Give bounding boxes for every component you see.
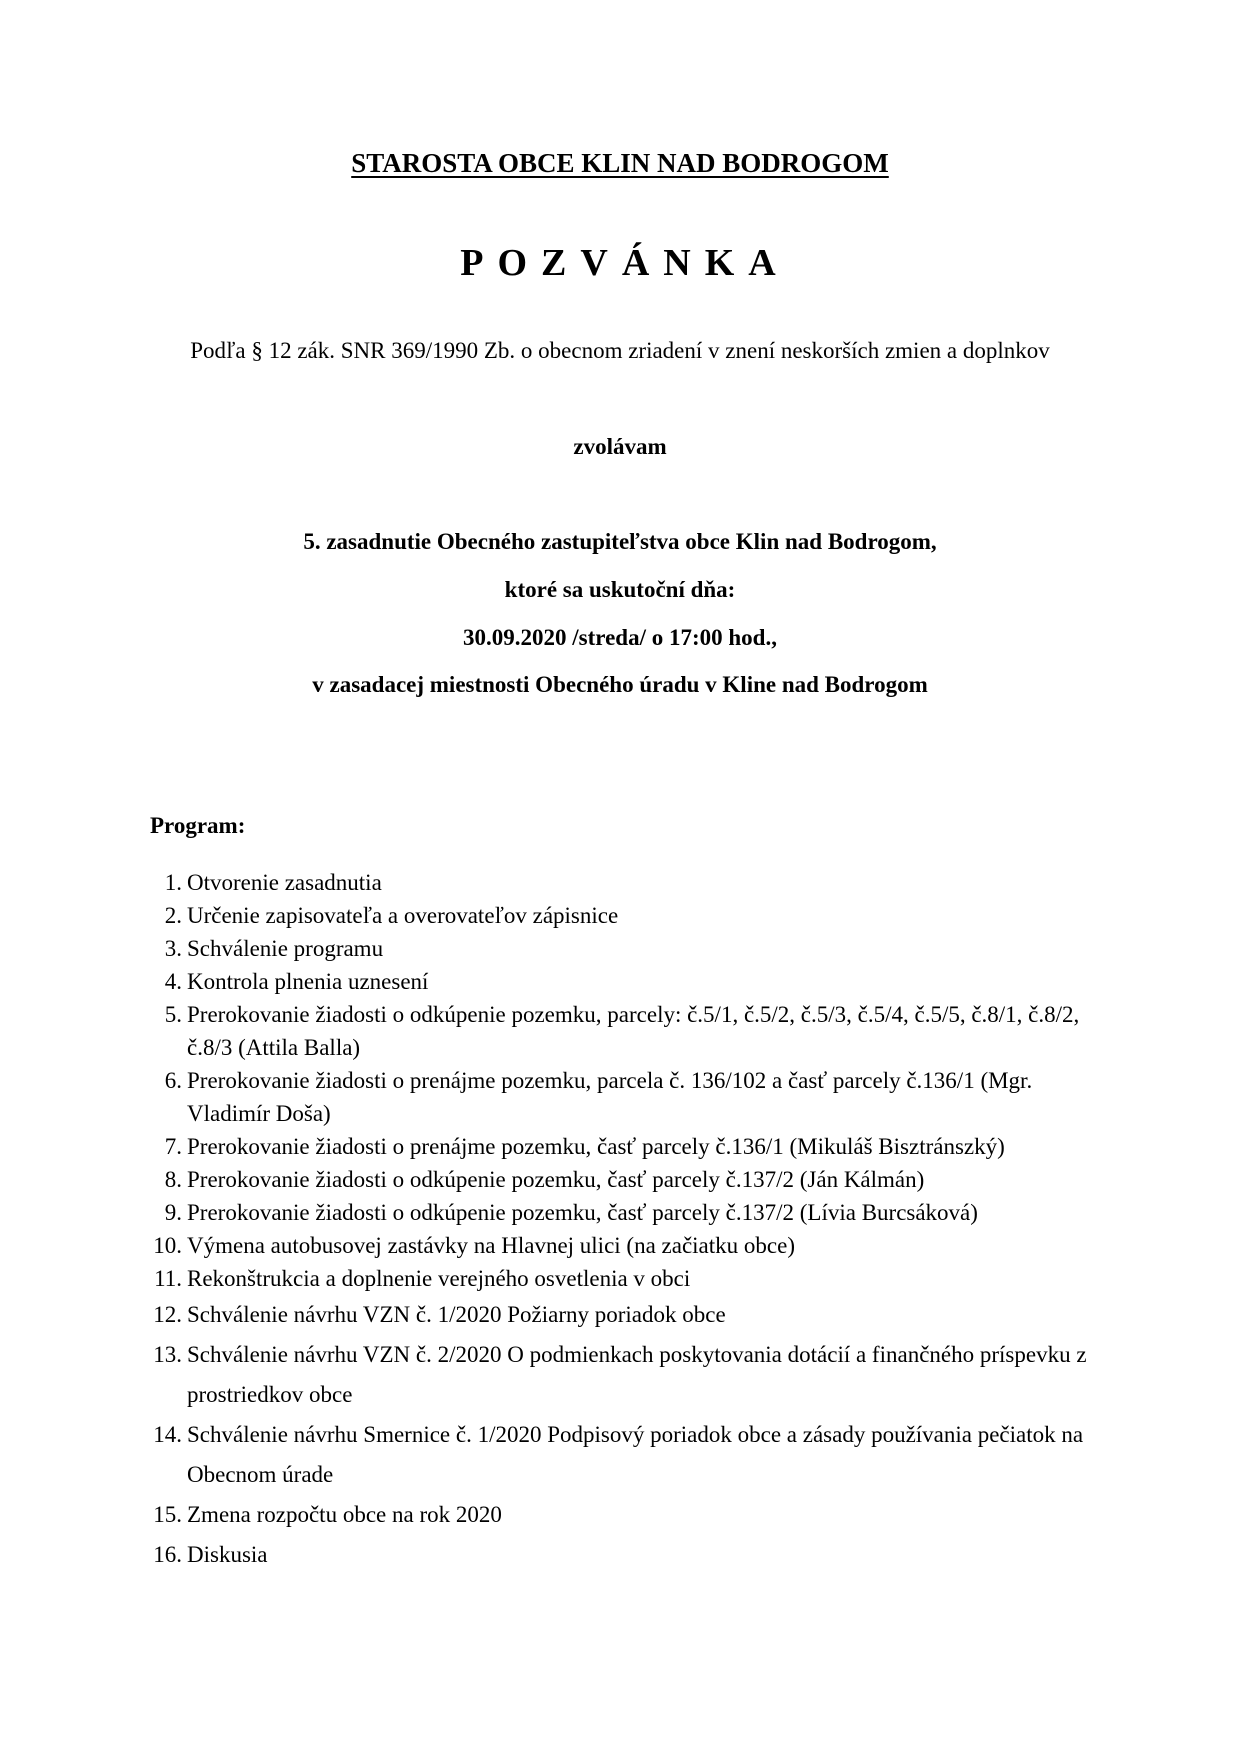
convene-text: zvolávam <box>573 434 667 459</box>
agenda-item <box>150 1229 1110 1262</box>
agenda-item-number: 12. <box>153 1302 182 1327</box>
agenda-item <box>150 1130 1110 1163</box>
agenda-item <box>150 1262 1110 1295</box>
agenda-item-number: 1. <box>164 870 182 895</box>
header-text: STAROSTA OBCE KLIN NAD BODROGOM <box>351 148 889 178</box>
agenda-item-text: Rekonštrukcia a doplnenie verejného osvetlenia v obci <box>187 1266 691 1291</box>
agenda-item <box>150 1163 1110 1196</box>
agenda-item-number: 9. <box>164 1200 182 1225</box>
agenda-item <box>150 1335 1110 1415</box>
meeting-date-time: 30.09.2020 /streda/ o 17:00 hod., <box>463 625 777 650</box>
meeting-location: v zasadacej miestnosti Obecného úradu v Kline nad Bodrogom <box>312 672 928 697</box>
agenda-item-text: Kontrola plnenia uznesení <box>187 969 429 994</box>
agenda-item <box>150 965 1110 998</box>
agenda-item-text: Prerokovanie žiadosti o odkúpenie pozemku, časť parcely č.137/2 (Lívia Burcsáková) <box>187 1200 978 1225</box>
agenda-item-text: Prerokovanie žiadosti o odkúpenie pozemku, parcely: č.5/1, č.5/2, č.5/3, č.5/4, č.5/5, č.8/1, č.8/2, č.8/3 (Attila Balla) <box>187 1002 1080 1060</box>
agenda-item-number: 3. <box>164 936 182 961</box>
agenda-item-number: 7. <box>164 1134 182 1159</box>
agenda-item-number: 6. <box>164 1068 182 1093</box>
agenda-item-text: Zmena rozpočtu obce na rok 2020 <box>187 1502 502 1527</box>
agenda-item <box>150 1415 1110 1495</box>
agenda-item <box>150 998 1110 1064</box>
agenda-item-text: Určenie zapisovateľa a overovateľov zápisnice <box>187 903 619 928</box>
agenda-item-number: 4. <box>164 969 182 994</box>
meeting-line-2: ktoré sa uskutoční dňa: <box>504 577 736 602</box>
agenda-item <box>150 1295 1110 1335</box>
agenda-item <box>150 1495 1110 1535</box>
agenda-item <box>150 1535 1110 1575</box>
agenda-item-text: Prerokovanie žiadosti o prenájme pozemku, parcela č. 136/102 a časť parcely č.136/1 (Mgr. Vladimír Doša) <box>187 1068 1033 1126</box>
agenda-item-number: 16. <box>153 1542 182 1567</box>
agenda-item-number: 8. <box>164 1167 182 1192</box>
agenda-item <box>150 1196 1110 1229</box>
agenda-item-text: Prerokovanie žiadosti o odkúpenie pozemku, časť parcely č.137/2 (Ján Kálmán) <box>187 1167 925 1192</box>
agenda-item-number: 2. <box>164 903 182 928</box>
agenda-item-text: Schválenie návrhu Smernice č. 1/2020 Podpisový poriadok obce a zásady používania pečiatok na Obecnom úrade <box>187 1422 1084 1487</box>
agenda-item-text: Otvorenie zasadnutia <box>187 870 382 895</box>
agenda-item-text: Prerokovanie žiadosti o prenájme pozemku, časť parcely č.136/1 (Mikuláš Bisztránszký) <box>187 1134 1005 1159</box>
agenda-list <box>150 866 1110 1575</box>
document-header <box>0 148 1240 179</box>
program-heading: Program: <box>150 813 246 838</box>
agenda-item-number: 13. <box>153 1342 182 1367</box>
agenda-item-number: 10. <box>153 1233 182 1258</box>
meeting-line-1: 5. zasadnutie Obecného zastupiteľstva obce Klin nad Bodrogom, <box>303 529 937 554</box>
agenda-item <box>150 899 1110 932</box>
agenda-item-text: Diskusia <box>187 1542 268 1567</box>
agenda-item <box>150 1064 1110 1130</box>
agenda-item <box>150 866 1110 899</box>
agenda-item-number: 15. <box>153 1502 182 1527</box>
agenda-item-text: Schválenie návrhu VZN č. 2/2020 O podmienkach poskytovania dotácií a finančného príspevku z prostriedkov obce <box>187 1342 1087 1407</box>
agenda-item-number: 5. <box>164 1002 182 1027</box>
agenda-item <box>150 932 1110 965</box>
agenda-item-text: Výmena autobusovej zastávky na Hlavnej ulici (na začiatku obce) <box>187 1233 795 1258</box>
agenda-item-text: Schválenie návrhu VZN č. 1/2020 Požiarny poriadok obce <box>187 1302 726 1327</box>
agenda-item-number: 11. <box>154 1266 182 1291</box>
document-title: POZVÁNKA <box>460 242 790 284</box>
agenda-item-number: 14. <box>153 1422 182 1447</box>
legal-basis-text: Podľa § 12 zák. SNR 369/1990 Zb. o obecnom zriadení v znení neskorších zmien a doplnkov <box>190 338 1050 363</box>
agenda-item-text: Schválenie programu <box>187 936 384 961</box>
